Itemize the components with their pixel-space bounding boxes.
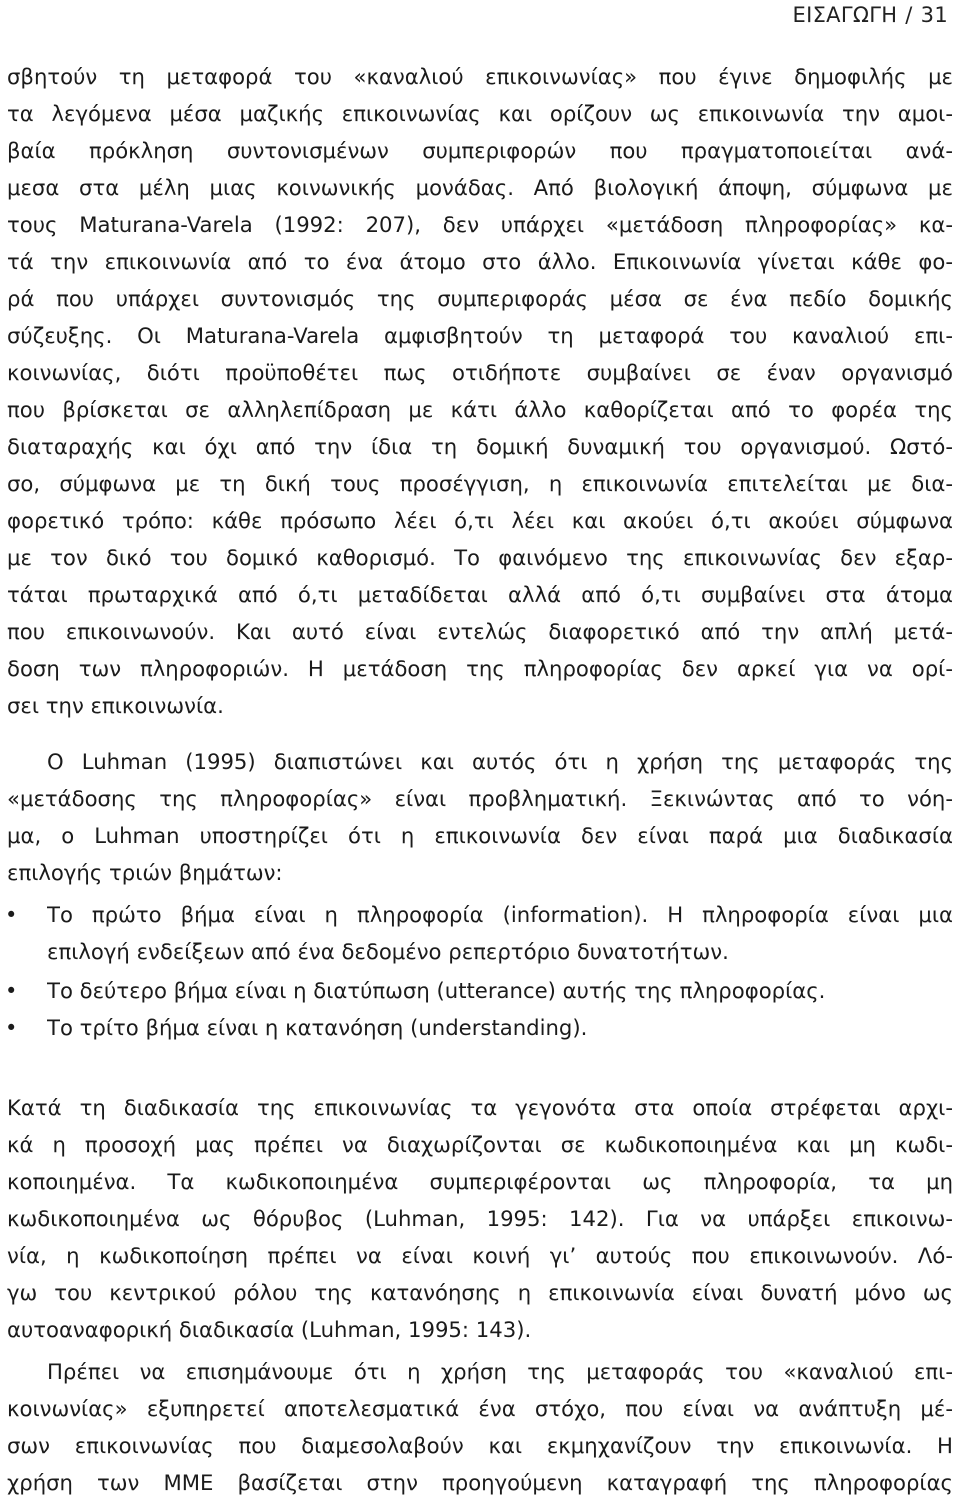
page-number: 31 xyxy=(920,3,948,27)
text-line: διαταραχής και όχι από την ίδια τη δομική δυναμική του οργανισμού. Ωστό- xyxy=(7,434,953,459)
text-line: τους Maturana-Varela (1992: 207), δεν υπάρχει «μετάδοση πληροφορίας» κα- xyxy=(7,212,953,237)
running-header xyxy=(793,0,948,30)
bullet-item-line: Το τρίτο βήμα είναι η κατανόηση (understanding). xyxy=(47,1015,588,1040)
bullet-marker: • xyxy=(5,979,18,1003)
text-line: επιλογής τριών βημάτων: xyxy=(7,860,283,885)
text-line: που βρίσκεται σε αλληλεπίδραση με κάτι άλλο καθορίζεται από το φορέα της xyxy=(7,397,953,422)
text-line: Ο Luhman (1995) διαπιστώνει και αυτός ότι η χρήση της μεταφοράς της xyxy=(47,749,953,774)
text-line: σει την επικοινωνία. xyxy=(7,693,224,718)
text-line: αυτοαναφορική διαδικασία (Luhman, 1995: 143). xyxy=(7,1317,532,1342)
text-line: σβητούν τη μεταφορά του «καναλιού επικοινωνίας» που έγινε δημοφιλής με xyxy=(7,64,953,89)
bullet-item-line: Το πρώτο βήμα είναι η πληροφορία (information). Η πληροφορία είναι μια xyxy=(47,902,953,927)
text-line: «μετάδοσης της πληροφορίας» είναι προβληματική. Ξεκινώντας από το νόη- xyxy=(7,786,953,811)
text-line: κοινωνίας, διότι προϋποθέτει πως οτιδήποτε συμβαίνει σε έναν οργανισμό xyxy=(7,360,953,385)
text-line: σο, σύμφωνα με τη δική τους προσέγγιση, η επικοινωνία επιτελείται με δια- xyxy=(7,471,953,496)
bullet-marker: • xyxy=(5,1016,18,1040)
text-line: δοση των πληροφοριών. Η μετάδοση της πληροφορίας δεν αρκεί για να ορί- xyxy=(7,656,953,681)
text-line: μεσα στα μέλη μιας κοινωνικής μονάδας. Από βιολογική άποψη, σύμφωνα με xyxy=(7,175,953,200)
bullet-marker: • xyxy=(5,903,18,927)
text-line: σων επικοινωνίας που διαμεσολαβούν και εκμηχανίζουν την επικοινωνία. Η xyxy=(7,1433,953,1458)
text-line: γω του κεντρικού ρόλου της κατανόησης η επικοινωνία είναι δυνατή μόνο ως xyxy=(7,1280,953,1305)
bullet-item-line: Το δεύτερο βήμα είναι η διατύπωση (utterance) αυτής της πληροφορίας. xyxy=(47,978,826,1003)
text-line: που επικοινωνούν. Και αυτό είναι εντελώς διαφορετικό από την απλή μετά- xyxy=(7,619,953,644)
text-line: φορετικό τρόπο: κάθε πρόσωπο λέει ό,τι λέει και ακούει ό,τι ακούει σύμφωνα xyxy=(7,508,953,533)
running-header-title: ΕΙΣΑΓΩΓΗ xyxy=(792,3,898,27)
text-line: νία, η κωδικοποίηση πρέπει να είναι κοινή γι’ αυτούς που επικοινωνούν. Λό- xyxy=(7,1243,953,1268)
text-line: ρά που υπάρχει συντονισμός της συμπεριφοράς μέσα σε ένα πεδίο δομικής xyxy=(7,286,953,311)
text-line: με τον δικό του δομικό καθορισμό. Το φαινόμενο της επικοινωνίας δεν εξαρ- xyxy=(7,545,953,570)
text-line: τά την επικοινωνία από το ένα άτομο στο άλλο. Επικοινωνία γίνεται κάθε φο- xyxy=(7,249,953,274)
text-line: τα λεγόμενα μέσα μαζικής επικοινωνίας και ορίζουν ως επικοινωνία την αμοι- xyxy=(7,101,953,126)
text-line: κά η προσοχή μας πρέπει να διαχωρίζονται σε κωδικοποιημένα και μη κωδι- xyxy=(7,1132,953,1157)
text-line: κοινωνίας» εξυπηρετεί αποτελεσματικά ένα στόχο, που είναι να ανάπτυξη μέ- xyxy=(7,1396,953,1421)
text-line: μα, ο Luhman υποστηρίζει ότι η επικοινωνία δεν είναι παρά μια διαδικασία xyxy=(7,823,953,848)
text-line: κοποιημένα. Τα κωδικοποιημένα συμπεριφέρονται ως πληροφορία, τα μη xyxy=(7,1169,953,1194)
text-line: χρήση των ΜΜΕ βασίζεται στην προηγούμενη καταγραφή της πληροφορίας xyxy=(7,1470,953,1495)
text-line: κωδικοποιημένα ως θόρυβος (Luhman, 1995: 142). Για να υπάρξει επικοινω- xyxy=(7,1206,953,1231)
text-line: Πρέπει να επισημάνουμε ότι η χρήση της μεταφοράς του «καναλιού επι- xyxy=(47,1359,953,1384)
text-line: Κατά τη διαδικασία της επικοινωνίας τα γεγονότα στα οποία στρέφεται αρχι- xyxy=(7,1095,953,1120)
bullet-item-line: επιλογή ενδείξεων από ένα δεδομένο ρεπερτόριο δυνατοτήτων. xyxy=(47,939,729,964)
running-header-separator: / xyxy=(905,3,913,27)
text-line: τάται πρωταρχικά από ό,τι μεταδίδεται αλλά από ό,τι συμβαίνει στα άτομα xyxy=(7,582,953,607)
text-line: βαία πρόκληση συντονισμένων συμπεριφορών που πραγματοποιείται ανά- xyxy=(7,138,953,163)
text-line: σύζευξης. Οι Maturana-Varela αμφισβητούν τη μεταφορά του καναλιού επι- xyxy=(7,323,953,348)
